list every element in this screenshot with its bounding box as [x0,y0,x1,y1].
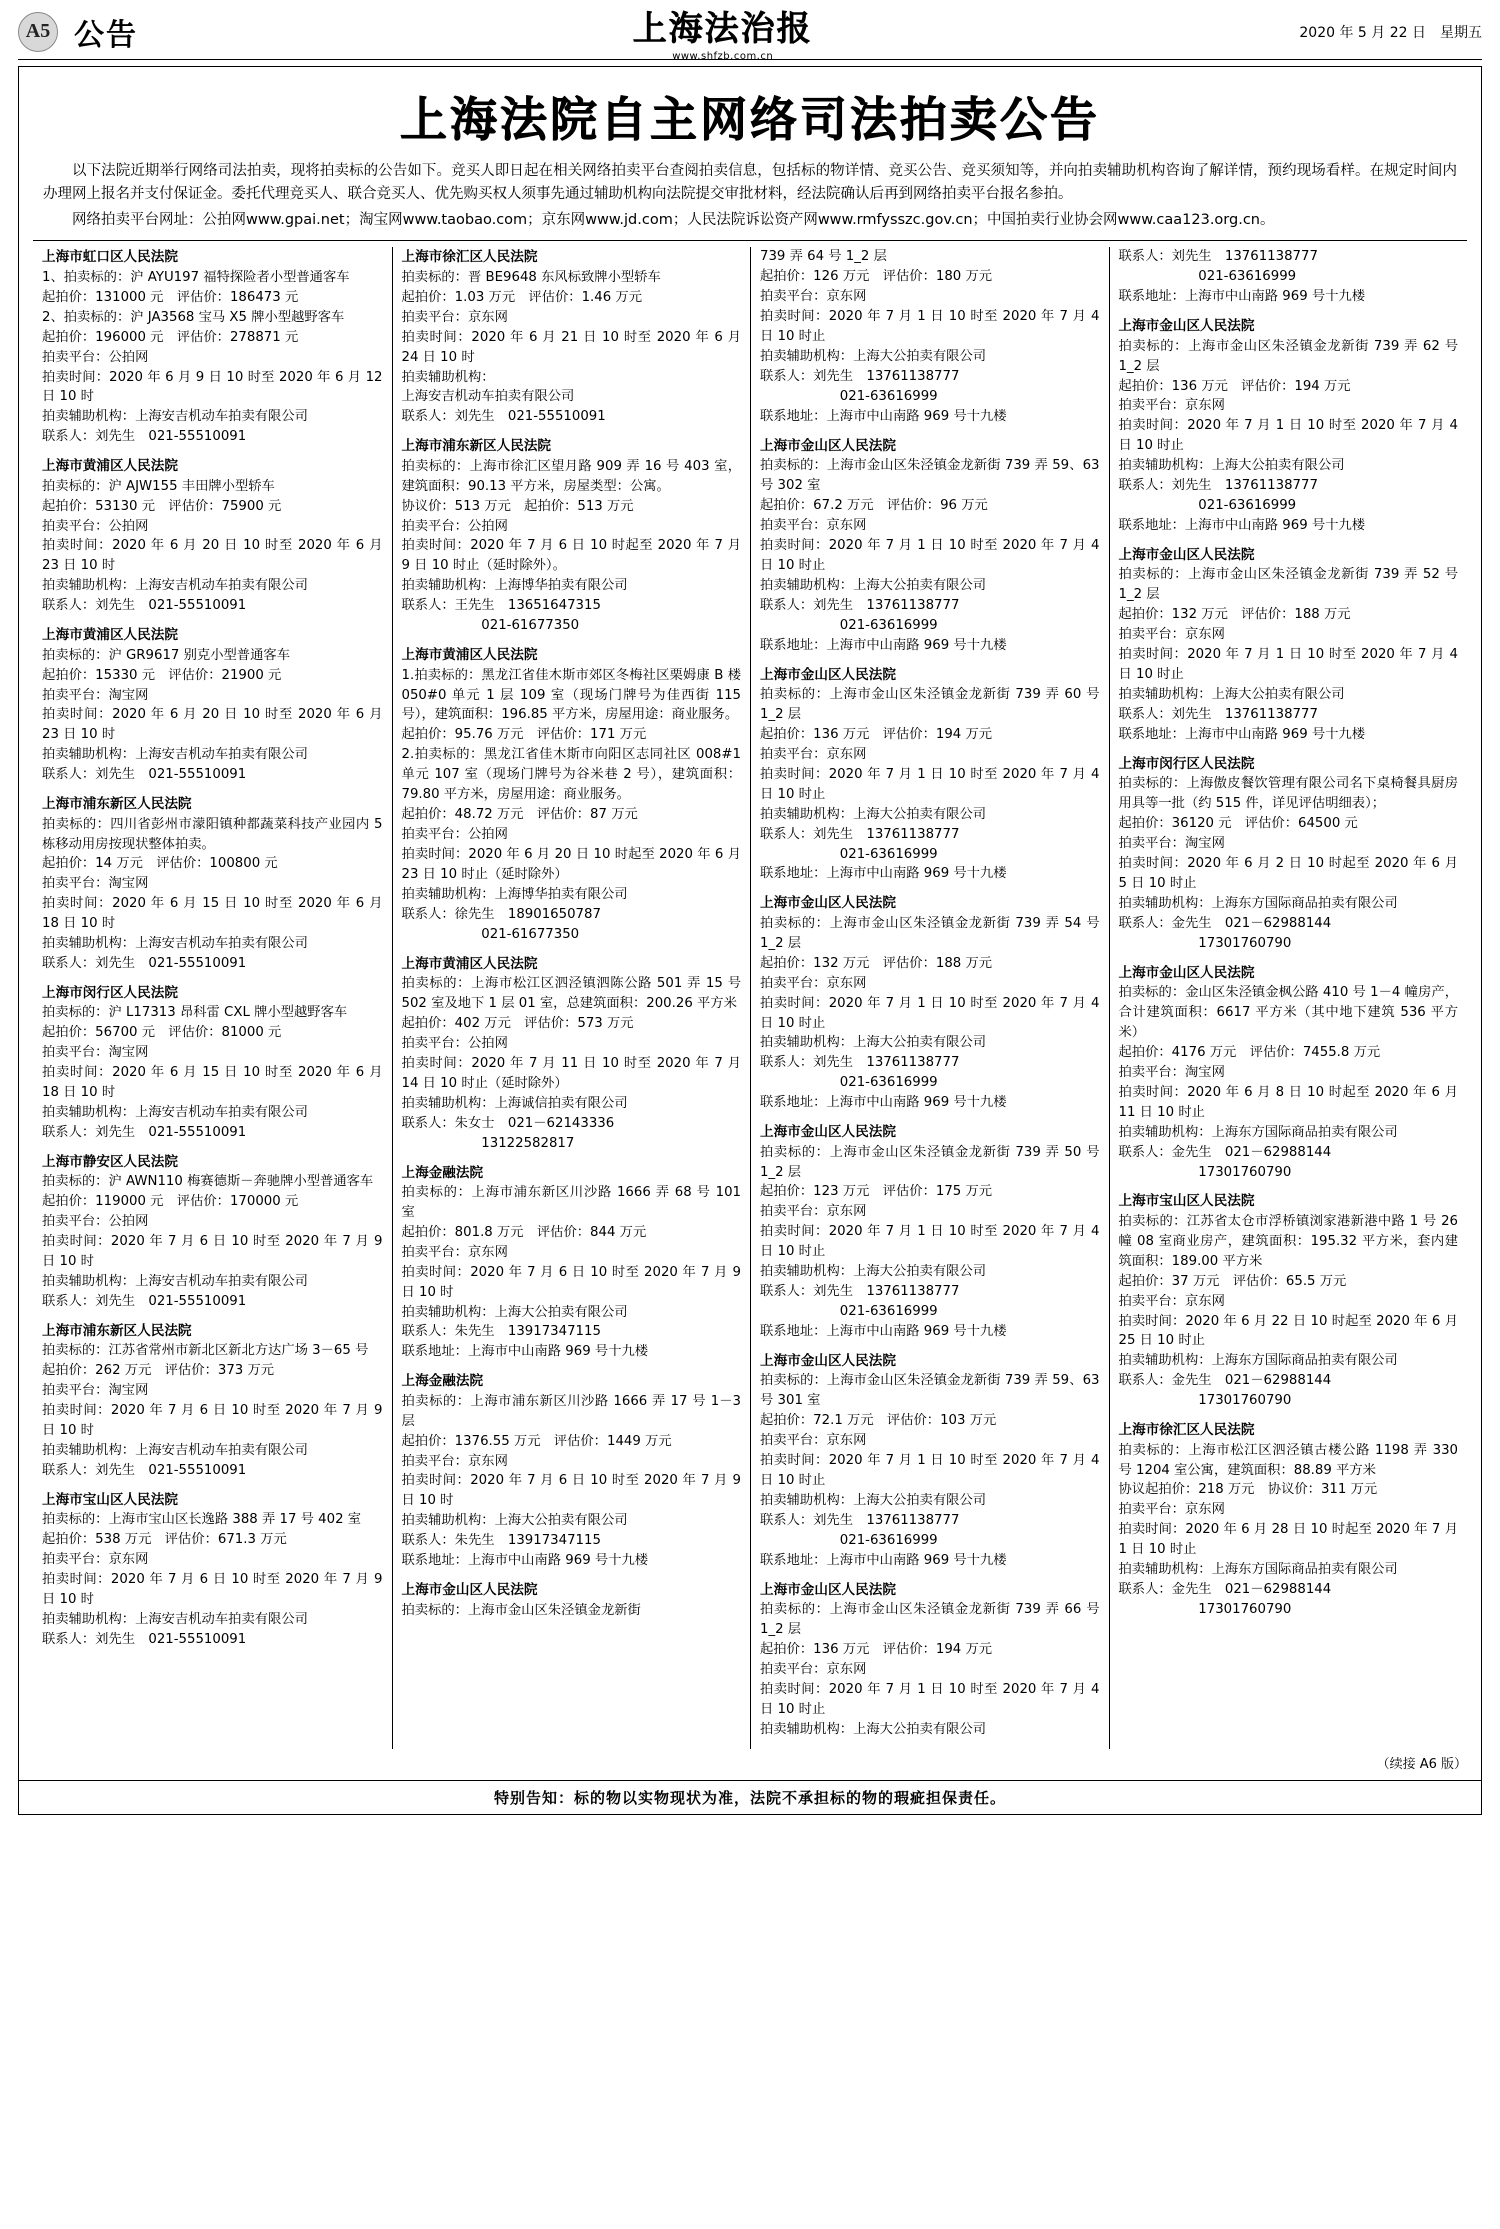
listing-line: 联系地址：上海市中山南路 969 号十九楼 [760,408,1007,424]
auction-listing [402,1371,742,1571]
court-name: 上海市徐汇区人民法院 [1118,1422,1255,1439]
listing-line: 1.拍卖标的：黑龙江省佳木斯市郊区冬梅社区栗姆康 B 楼 050#0 单元 1 层 109 室（现场门牌号为佳西街 115 号），建筑面积：196.85 平方米，房屋用途：商业服务。 [401,667,741,723]
listing-line: 拍卖标的：江苏省常州市新北区新北方达广场 3－65 号 [42,1343,369,1359]
listing-line: 拍卖辅助机构：上海安吉机动车拍卖有限公司 [42,1443,308,1459]
listing-line: 起拍价：136 万元 评估价：194 万元 [760,1641,993,1657]
auction-listing [42,247,383,447]
listing-line: 17301760790 [1118,935,1292,951]
listing-line: 拍卖辅助机构：上海安吉机动车拍卖有限公司 [42,1105,308,1121]
listing-line: 拍卖辅助机构：上海安吉机动车拍卖有限公司 [42,936,308,952]
listing-line: 起拍价：36120 元 评估价：64500 元 [1118,816,1358,832]
listing-column [1109,247,1468,1748]
listing-column [750,247,1109,1748]
listing-line: 拍卖平台：京东网 [760,518,867,534]
listing-line: 起拍价：131000 元 评估价：186473 元 [42,289,299,305]
listing-line: 拍卖平台：京东网 [760,289,867,305]
listing-line: 起拍价：72.1 万元 评估价：103 万元 [760,1413,997,1429]
listing-line: 起拍价：53130 元 评估价：75900 元 [42,498,282,514]
auction-listing [42,1321,383,1481]
listing-line: 联系人：刘先生 021-55510091 [42,1125,247,1141]
listing-line: 拍卖标的：上海市金山区朱泾镇金龙新街 739 弄 60 号 1_2 层 [760,687,1100,722]
listing-line: 拍卖时间：2020 年 7 月 1 日 10 时至 2020 年 7 月 4 日 10 时止 [1118,418,1458,454]
listing-line: 拍卖标的：上海市宝山区长逸路 388 弄 17 号 402 室 [42,1512,362,1528]
listing-line: 拍卖辅助机构：上海东方国际商品拍卖有限公司 [1118,1353,1398,1369]
listing-line: 起拍价：538 万元 评估价：671.3 万元 [42,1532,287,1548]
court-name: 上海市宝山区人民法院 [42,1491,178,1508]
listing-line: 13122582817 [401,1135,575,1151]
listing-line: 协议价：513 万元 起拍价：513 万元 [401,498,634,514]
listing-line: 17301760790 [1118,1164,1292,1180]
auction-listing [402,436,742,636]
listing-line: 起拍价：95.76 万元 评估价：171 万元 [401,727,647,743]
listing-line: 拍卖标的：上海市金山区朱泾镇金龙新街 739 弄 59、63 号 301 室 [760,1373,1100,1409]
listing-line: 联系人：金先生 021－62988144 [1118,1144,1332,1160]
listing-line: 1、拍卖标的：沪 AYU197 福特探险者小型普通客车 [42,269,350,285]
listing-line: 拍卖标的：上海市金山区朱泾镇金龙新街 739 弄 50 号 1_2 层 [760,1144,1100,1180]
court-name: 上海市黄浦区人民法院 [42,627,178,644]
listing-line: 联系人：刘先生 13761138777 [1118,478,1318,494]
listing-line: 拍卖时间：2020 年 6 月 15 日 10 时至 2020 年 6 月 18 日 10 时 [42,896,383,932]
listing-line: 739 弄 64 号 1_2 层 [760,249,887,265]
listing-line: 拍卖平台：京东网 [1118,398,1225,414]
listing-line: 拍卖平台：京东网 [1118,1502,1225,1518]
listing-line: 起拍价：1376.55 万元 评估价：1449 万元 [401,1433,672,1449]
listing-line: 拍卖时间：2020 年 7 月 6 日 10 时起至 2020 年 7 月 9 日 10 时止（延时除外）。 [401,538,741,574]
court-name: 上海市闵行区人民法院 [1118,755,1255,772]
intro-paragraph-1: 以下法院近期举行网络司法拍卖，现将拍卖标的公告如下。竞买人即日起在相关网络拍卖平台查阅拍卖信息，包括标的物详情、竞买公告、竞买须知等，并向拍卖辅助机构咨询了解详情，预约现场看样。在规定时间内办理网上报名并支付保证金。委托代理竞买人、联合竞买人、优先购买权人须事先通过辅助机构向法院提交审批材料，经法院确认后再到网络拍卖平台报名参拍。 [43,163,1457,203]
masthead [18,8,1482,60]
listing-line: 拍卖标的：金山区朱泾镇金枫公路 410 号 1－4 幢房产，合计建筑面积：6617 平方米（其中地下建筑 536 平方米） [1118,985,1458,1040]
listing-line: 拍卖辅助机构：上海大公拍卖有限公司 [760,806,987,822]
listing-line: 拍卖辅助机构：上海大公拍卖有限公司 [401,1513,628,1529]
court-name: 上海市金山区人民法院 [760,1581,896,1598]
listing-line: 拍卖时间：2020 年 7 月 1 日 10 时至 2020 年 7 月 4 日 10 时止 [760,1453,1100,1489]
listing-line: 拍卖时间：2020 年 7 月 1 日 10 时至 2020 年 7 月 4 日 10 时止 [760,309,1100,345]
listing-line: 拍卖辅助机构：上海大公拍卖有限公司 [760,1492,987,1508]
listing-line: 拍卖平台：公拍网 [401,1035,508,1051]
court-name: 上海市闵行区人民法院 [42,985,178,1002]
listing-line: 联系地址：上海市中山南路 969 号十九楼 [760,637,1007,653]
court-name: 上海市金山区人民法院 [1118,964,1255,981]
listing-line: 拍卖标的：沪 L17313 昂科雷 CXL 牌小型越野客车 [42,1005,348,1021]
auction-listing [402,247,742,427]
auction-listing [760,665,1100,885]
listing-columns [33,247,1467,1748]
listing-line: 联系地址：上海市中山南路 969 号十九楼 [760,1552,1007,1568]
listing-line: 2.拍卖标的：黑龙江省佳木斯市向阳区志同社区 008#1 单元 107 室（现场门牌号为谷米巷 2 号），建筑面积：79.80 平方米，房屋用途：商业服务。 [401,747,741,803]
listing-line: 联系地址：上海市中山南路 969 号十九楼 [1118,289,1366,305]
court-name: 上海市宝山区人民法院 [1118,1193,1255,1210]
auction-listing [1119,247,1459,307]
page-badge [18,12,64,52]
auction-listing [42,794,383,974]
auction-listing [1119,316,1459,536]
listing-line: 拍卖平台：京东网 [401,1244,508,1260]
listing-line: 联系人：徐先生 18901650787 [401,906,601,922]
listing-line: 联系地址：上海市中山南路 969 号十九楼 [1118,518,1366,534]
page-badge-label: A5 [18,12,58,52]
listing-line: 起拍价：262 万元 评估价：373 万元 [42,1363,275,1379]
listing-line: 拍卖辅助机构：上海大公拍卖有限公司 [760,1035,987,1051]
listing-line: 拍卖辅助机构：上海安吉机动车拍卖有限公司 [42,1274,308,1290]
listing-line: 拍卖平台：公拍网 [401,518,508,534]
listing-line: 联系人：刘先生 021-55510091 [42,1463,247,1478]
listing-column [392,247,751,1748]
listing-line: 021-63616999 [760,1532,938,1548]
listing-line: 拍卖辅助机构：上海大公拍卖有限公司 [760,349,987,365]
listing-line: 联系人：刘先生 13761138777 [760,1512,960,1528]
listing-line: 拍卖辅助机构：上海大公拍卖有限公司 [1118,687,1345,703]
listing-line: 021-61677350 [401,926,580,942]
listing-line: 拍卖标的：上海市金山区朱泾镇金龙新街 739 弄 52 号 1_2 层 [1118,567,1458,603]
listing-line: 021-63616999 [1118,498,1297,514]
listing-line: 联系人：朱先生 13917347115 [401,1533,601,1549]
auction-listing [42,456,383,616]
listing-line: 拍卖辅助机构：上海安吉机动车拍卖有限公司 [42,747,308,763]
listing-line: 拍卖标的：上海市金山区朱泾镇金龙新街 739 弄 54 号 1_2 层 [760,915,1100,951]
announcement-frame [18,66,1482,1781]
court-name: 上海市金山区人民法院 [1118,547,1255,564]
listing-line: 起拍价：56700 元 评估价：81000 元 [42,1025,282,1041]
listing-line: 联系人：刘先生 13761138777 [760,369,960,385]
listing-line: 021-63616999 [760,846,938,862]
auction-listing [402,1163,742,1363]
court-name: 上海市黄浦区人民法院 [401,955,538,972]
listing-line: 联系人：朱先生 13917347115 [401,1324,601,1340]
intro-paragraph-2: 网络拍卖平台网址：公拍网www.gpai.net；淘宝网www.taobao.com；京东网www.jd.com；人民法院诉讼资产网www.rmfysszc.gov.cn；中国拍卖行业协会网www.caa123.org.cn。 [72,211,1275,228]
listing-line: 联系人：刘先生 021-55510091 [42,1631,247,1647]
listing-column [33,247,392,1748]
listing-line: 拍卖平台：京东网 [42,1552,149,1568]
listing-line: 联系人：刘先生 13761138777 [760,1055,960,1071]
section-title: 公告 [74,17,138,53]
listing-line: 起拍价：48.72 万元 评估价：87 万元 [401,807,638,823]
listing-line: 起拍价：14 万元 评估价：100800 元 [42,856,278,872]
divider [33,240,1467,241]
listing-line: 拍卖平台：京东网 [401,1453,508,1469]
court-name: 上海市徐汇区人民法院 [401,249,538,266]
listing-line: 拍卖时间：2020 年 7 月 6 日 10 时至 2020 年 7 月 9 日 10 时 [401,1264,741,1300]
listing-line: 拍卖时间：2020 年 7 月 1 日 10 时至 2020 年 7 月 4 日 10 时止 [760,538,1100,573]
listing-line: 拍卖时间：2020 年 7 月 1 日 10 时至 2020 年 7 月 4 日 10 时止 [1118,647,1458,683]
listing-line: 拍卖标的：上海市松江区泗泾镇古楼公路 1198 弄 330 号 1204 室公寓，建筑面积：88.89 平方米 [1118,1442,1458,1478]
listing-line: 拍卖标的：沪 GR9617 别克小型普通客车 [42,647,290,663]
listing-line: 协议起拍价：218 万元 协议价：311 万元 [1118,1482,1378,1498]
court-name: 上海市虹口区人民法院 [42,249,178,266]
listing-line: 拍卖时间：2020 年 6 月 20 日 10 时至 2020 年 6 月 23 日 10 时 [42,538,383,574]
listing-line: 拍卖平台：公拍网 [42,1214,149,1230]
listing-line: 拍卖平台：京东网 [760,1661,867,1677]
listing-line: 拍卖标的：上海市金山区朱泾镇金龙新街 739 弄 59、63 号 302 室 [760,458,1100,494]
listing-line: 拍卖时间：2020 年 6 月 2 日 10 时起至 2020 年 6 月 5 日 10 时止 [1118,856,1458,891]
listing-line: 起拍价：132 万元 评估价：188 万元 [1118,607,1351,623]
listing-line: 联系人：刘先生 021-55510091 [42,956,247,972]
auction-listing [42,1152,383,1312]
publication-date: 2020 年 5 月 22 日 星期五 [1299,24,1482,41]
listing-line: 拍卖辅助机构：上海大公拍卖有限公司 [760,1264,987,1280]
listing-line: 上海安吉机动车拍卖有限公司 [401,389,575,405]
court-name: 上海市金山区人民法院 [401,1582,538,1599]
court-name: 上海市金山区人民法院 [760,895,896,912]
intro-text [33,160,1467,232]
court-name: 上海市黄浦区人民法院 [401,647,538,664]
listing-line: 起拍价：37 万元 评估价：65.5 万元 [1118,1273,1347,1289]
listing-line: 拍卖辅助机构：上海大公拍卖有限公司 [1118,458,1345,474]
auction-listing [402,1580,742,1620]
listing-line: 起拍价：801.8 万元 评估价：844 万元 [401,1224,647,1240]
listing-line: 拍卖时间：2020 年 6 月 9 日 10 时至 2020 年 6 月 12 日 10 时 [42,369,383,405]
listing-line: 拍卖辅助机构：上海博华拍卖有限公司 [401,578,628,594]
listing-line: 021-61677350 [401,618,580,634]
listing-line: 021-63616999 [760,1075,938,1091]
auction-listing [760,893,1100,1113]
listing-line: 拍卖辅助机构：上海安吉机动车拍卖有限公司 [42,1612,308,1628]
court-name: 上海市浦东新区人民法院 [401,438,552,455]
listing-line: 拍卖标的：上海市徐汇区望月路 909 弄 16 号 403 室，建筑面积：90.13 平方米，房屋类型：公寓。 [401,458,741,494]
listing-line: 拍卖时间：2020 年 7 月 6 日 10 时至 2020 年 7 月 9 日 10 时 [42,1572,383,1608]
court-name: 上海市静安区人民法院 [42,1154,178,1171]
listing-line: 拍卖辅助机构：上海东方国际商品拍卖有限公司 [1118,895,1398,911]
listing-line: 拍卖辅助机构：上海博华拍卖有限公司 [401,886,628,902]
listing-line: 拍卖平台：京东网 [1118,627,1225,643]
listing-line: 拍卖时间：2020 年 7 月 1 日 10 时至 2020 年 7 月 4 日 10 时止 [760,766,1100,802]
listing-line: 拍卖辅助机构：上海安吉机动车拍卖有限公司 [42,409,308,425]
listing-line: 拍卖标的：上海市浦东新区川沙路 1666 弄 68 号 101 室 [401,1184,741,1220]
auction-listing [760,1580,1100,1740]
court-name: 上海市金山区人民法院 [760,666,896,683]
court-name: 上海市金山区人民法院 [760,1124,896,1141]
listing-line: 拍卖平台：公拍网 [42,518,149,534]
paper-title: 上海法治报 [632,9,813,49]
court-name: 上海金融法院 [401,1373,484,1390]
listing-line: 拍卖辅助机构：上海东方国际商品拍卖有限公司 [1118,1124,1398,1140]
court-name: 上海市浦东新区人民法院 [42,796,192,813]
court-name: 上海市浦东新区人民法院 [42,1322,192,1339]
continued-note: （续接 A6 版） [1376,1756,1467,1772]
listing-line: 2、拍卖标的：沪 JA3568 宝马 X5 牌小型越野客车 [42,309,345,325]
listing-line: 联系地址：上海市中山南路 969 号十九楼 [401,1553,649,1569]
listing-line: 联系人：刘先生 13761138777 [760,597,960,613]
court-name: 上海市金山区人民法院 [760,437,896,454]
listing-line: 拍卖平台：淘宝网 [42,687,149,703]
listing-line: 联系人：金先生 021－62988144 [1118,915,1332,931]
listing-line: 拍卖时间：2020 年 6 月 8 日 10 时起至 2020 年 6 月 11 日 10 时止 [1118,1084,1458,1120]
listing-line: 021-63616999 [1118,269,1297,285]
listing-line: 联系人：金先生 021－62988144 [1118,1373,1332,1389]
auction-listing [1119,1420,1459,1620]
paper-title-block [156,1,1289,62]
listing-line: 021-63616999 [760,389,938,405]
listing-line: 起拍价：67.2 万元 评估价：96 万元 [760,498,988,514]
listing-line: 拍卖平台：淘宝网 [1118,836,1225,852]
listing-line: 拍卖时间：2020 年 7 月 1 日 10 时至 2020 年 7 月 4 日 10 时止 [760,995,1100,1031]
listing-line: 起拍价：126 万元 评估价：180 万元 [760,269,993,285]
listing-line: 拍卖时间：2020 年 7 月 11 日 10 时至 2020 年 7 月 14 日 10 时止（延时除外） [401,1055,741,1091]
auction-listing [760,436,1100,656]
auction-listing [402,645,742,945]
auction-listing [760,247,1100,426]
listing-line: 联系地址：上海市中山南路 969 号十九楼 [760,866,1007,882]
auction-listing [42,1490,383,1650]
listing-line: 拍卖时间：2020 年 6 月 20 日 10 时起至 2020 年 6 月 23 日 10 时止（延时除外） [401,847,741,882]
auction-listing [402,954,742,1154]
court-name: 上海市金山区人民法院 [1118,318,1255,335]
listing-line: 拍卖标的：上海市金山区朱泾镇金龙新街 739 弄 66 号 1_2 层 [760,1602,1100,1638]
listing-line: 拍卖辅助机构：上海大公拍卖有限公司 [401,1304,628,1320]
listing-line: 联系人：金先生 021－62988144 [1118,1582,1332,1598]
listing-line: 联系人：刘先生 13761138777 [1118,706,1318,722]
auction-listing [1119,1191,1459,1411]
listing-line: 拍卖时间：2020 年 6 月 21 日 10 时至 2020 年 6 月 24 日 10 时 [401,329,741,365]
listing-line: 拍卖时间：2020 年 7 月 1 日 10 时至 2020 年 7 月 4 日 10 时止 [760,1681,1100,1717]
listing-line: 拍卖标的：沪 AJW155 丰田牌小型轿车 [42,478,275,494]
listing-line: 联系人：刘先生 13761138777 [1118,249,1318,265]
listing-line: 起拍价：196000 元 评估价：278871 元 [42,329,299,345]
auction-listing [1119,963,1459,1183]
listing-line: 021-63616999 [760,617,938,633]
listing-line: 起拍价：402 万元 评估价：573 万元 [401,1015,634,1031]
listing-line: 联系地址：上海市中山南路 969 号十九楼 [760,1095,1007,1111]
listing-line: 拍卖时间：2020 年 7 月 6 日 10 时至 2020 年 7 月 9 日 10 时 [42,1234,383,1270]
listing-line: 联系人：刘先生 13761138777 [760,826,960,842]
listing-line: 联系人：刘先生 021-55510091 [42,767,247,783]
listing-line: 拍卖平台：京东网 [760,975,867,991]
listing-line: 联系人：朱女士 021－62143336 [401,1115,615,1131]
auction-listing [1119,754,1459,954]
listing-line: 拍卖时间：2020 年 6 月 22 日 10 时起至 2020 年 6 月 25 日 10 时止 [1118,1313,1458,1349]
listing-line: 拍卖平台：京东网 [760,746,867,762]
listing-line: 拍卖时间：2020 年 7 月 6 日 10 时至 2020 年 7 月 9 日 10 时 [401,1473,741,1509]
listing-line: 联系人：王先生 13651647315 [401,598,601,614]
headline: 上海法院自主网络司法拍卖公告 [400,93,1100,148]
listing-line: 拍卖平台：淘宝网 [42,876,149,892]
listing-line: 拍卖标的：上海市金山区朱泾镇金龙新街 739 弄 62 号 1_2 层 [1118,338,1458,374]
listing-line: 拍卖时间：2020 年 6 月 28 日 10 时起至 2020 年 7 月 1 日 10 时止 [1118,1522,1458,1558]
listing-line: 拍卖标的：上海市金山区朱泾镇金龙新街 [401,1602,641,1618]
auction-listing [42,983,383,1143]
listing-line: 拍卖平台：京东网 [760,1204,867,1220]
listing-line: 拍卖平台：公拍网 [401,827,508,843]
listing-line: 17301760790 [1118,1393,1292,1409]
listing-line: 联系地址：上海市中山南路 969 号十九楼 [760,1324,1007,1340]
listing-line: 拍卖时间：2020 年 7 月 1 日 10 时至 2020 年 7 月 4 日 10 时止 [760,1224,1100,1260]
listing-line: 拍卖时间：2020 年 6 月 15 日 10 时至 2020 年 6 月 18 日 10 时 [42,1065,383,1101]
listing-line: 拍卖时间：2020 年 7 月 6 日 10 时至 2020 年 7 月 9 日 10 时 [42,1403,383,1439]
listing-line: 拍卖辅助机构：上海东方国际商品拍卖有限公司 [1118,1562,1398,1578]
listing-line: 起拍价：136 万元 评估价：194 万元 [760,726,993,742]
auction-listing [760,1122,1100,1342]
listing-line: 联系人：刘先生 021-55510091 [42,429,247,445]
listing-line: 拍卖平台：京东网 [1118,1293,1225,1309]
listing-line: 起拍价：132 万元 评估价：188 万元 [760,955,993,971]
listing-line: 拍卖平台：淘宝网 [1118,1064,1225,1080]
listing-line: 拍卖辅助机构：上海大公拍卖有限公司 [760,1721,987,1737]
listing-line: 拍卖辅助机构：上海安吉机动车拍卖有限公司 [42,578,308,594]
listing-line: 拍卖标的：江苏省太仓市浮桥镇浏家港新港中路 1 号 26 幢 08 室商业房产，建筑面积：195.32 平方米，套内建筑面积：189.00 平方米 [1118,1213,1458,1269]
listing-line: 起拍价：15330 元 评估价：21900 元 [42,667,282,683]
listing-line: 拍卖辅助机构：上海诚信拍卖有限公司 [401,1095,628,1111]
listing-line: 拍卖标的：上海市浦东新区川沙路 1666 弄 17 号 1－3 层 [401,1393,741,1429]
listing-line: 拍卖标的：沪 AWN110 梅赛德斯－奔驰牌小型普通客车 [42,1174,374,1190]
listing-line: 起拍价：4176 万元 评估价：7455.8 万元 [1118,1044,1381,1060]
listing-line: 拍卖时间：2020 年 6 月 20 日 10 时至 2020 年 6 月 23 日 10 时 [42,707,383,743]
listing-line: 拍卖辅助机构： [401,369,495,385]
listing-line: 拍卖平台：淘宝网 [42,1383,149,1399]
listing-line: 拍卖平台：公拍网 [42,349,149,365]
footer-note: 特别告知：标的物以实物现状为准，法院不承担标的物的瑕疵担保责任。 [18,1781,1482,1815]
auction-listing [1119,545,1459,745]
listing-line: 联系人：刘先生 13761138777 [760,1284,960,1300]
listing-line: 联系人：刘先生 021-55510091 [42,1294,247,1310]
listing-line: 联系人：刘先生 021-55510091 [401,409,606,425]
listing-line: 联系地址：上海市中山南路 969 号十九楼 [1118,726,1366,742]
listing-line: 拍卖标的：晋 BE9648 东风标致牌小型轿车 [401,269,661,285]
listing-line: 起拍价：136 万元 评估价：194 万元 [1118,378,1351,394]
listing-line: 起拍价：1.03 万元 评估价：1.46 万元 [401,289,643,305]
auction-listing [760,1351,1100,1571]
listing-line: 拍卖标的：上海傲皮餐饮管理有限公司名下桌椅餐具厨房用具等一批（约 515 件，详见评估明细表）； [1118,776,1458,812]
auction-listing [42,625,383,785]
court-name: 上海市金山区人民法院 [760,1352,896,1369]
listing-line: 拍卖标的：上海市松江区泗泾镇泗陈公路 501 弄 15 号 502 室及地下 1 层 01 室，总建筑面积：200.26 平方米 [401,976,741,1012]
listing-line: 起拍价：123 万元 评估价：175 万元 [760,1184,993,1200]
listing-line: 021-63616999 [760,1304,938,1320]
listing-line: 联系地址：上海市中山南路 969 号十九楼 [401,1344,649,1360]
listing-line: 起拍价：119000 元 评估价：170000 元 [42,1194,299,1210]
listing-line: 拍卖标的：四川省彭州市濛阳镇种都蔬菜科技产业园内 5 栋移动用房按现状整体拍卖。 [42,816,383,852]
listing-line: 拍卖平台：京东网 [760,1433,867,1449]
listing-line: 17301760790 [1118,1602,1292,1618]
listing-line: 拍卖辅助机构：上海大公拍卖有限公司 [760,577,987,593]
listing-line: 联系人：刘先生 021-55510091 [42,598,247,614]
court-name: 上海金融法院 [401,1164,484,1181]
listing-line: 拍卖平台：淘宝网 [42,1045,149,1061]
court-name: 上海市黄浦区人民法院 [42,458,178,475]
paper-url: www.shfzb.com.cn [672,51,774,62]
listing-line: 拍卖平台：京东网 [401,309,508,325]
